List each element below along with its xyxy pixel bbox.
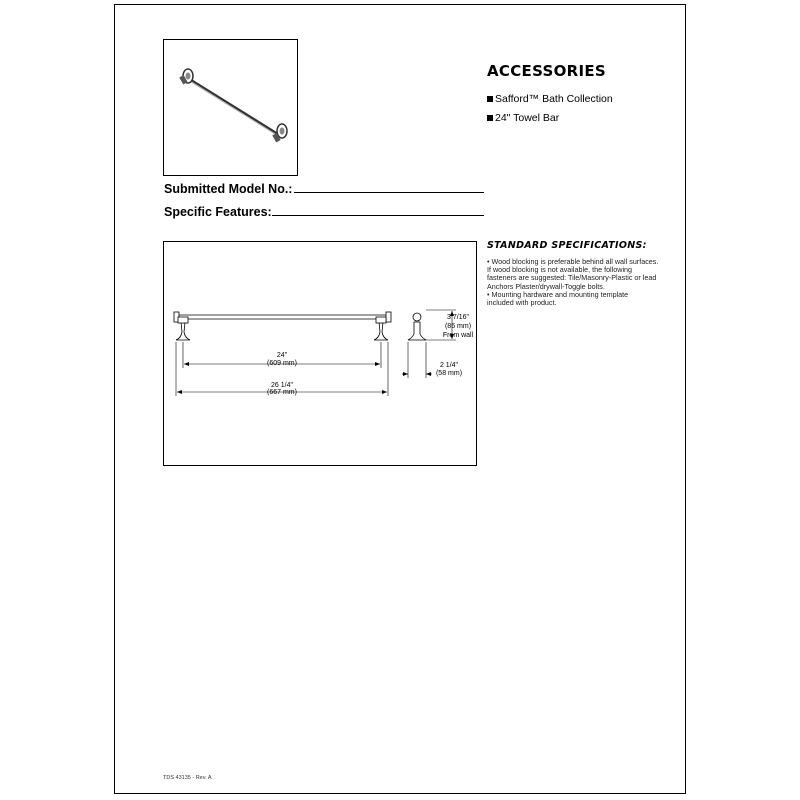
technical-drawing xyxy=(164,242,476,465)
model-number-field[interactable] xyxy=(294,192,484,193)
document-title: ACCESSORIES xyxy=(487,62,607,80)
specific-features-label: Specific Features: xyxy=(164,205,272,219)
dim-26-label: 26 1/4" xyxy=(271,382,293,389)
dim-24-label: 24" xyxy=(276,352,288,359)
specific-features-field[interactable] xyxy=(272,215,484,216)
bullet-square-icon xyxy=(487,115,493,121)
specs-line: included with product. xyxy=(487,298,557,308)
specs-line: • Mounting hardware and mounting template xyxy=(487,289,629,299)
dim-depth-label: 2 1/4" xyxy=(439,362,459,369)
specs-line: • Wood blocking is preferable behind all wall surfaces. xyxy=(487,257,659,266)
product-line xyxy=(487,112,559,124)
dim-24-mm-label: (609 mm) xyxy=(267,360,297,367)
dim-height-mm-label: (86 mm) xyxy=(444,323,472,330)
specs-heading: STANDARD SPECIFICATIONS: xyxy=(487,240,647,251)
technical-drawing-frame xyxy=(163,241,477,466)
specs-body xyxy=(487,258,683,307)
specs-line: If wood blocking is not available, the following xyxy=(487,265,633,275)
model-number-label: Submitted Model No.: xyxy=(164,182,293,196)
bullet-square-icon xyxy=(487,96,493,102)
dim-height-note: From wall xyxy=(442,332,474,339)
product-image-frame xyxy=(163,39,298,176)
dim-depth-mm-label: (58 mm) xyxy=(435,370,463,377)
towel-bar-image xyxy=(164,40,297,175)
collection-line xyxy=(487,93,613,105)
collection-name: Safford™ Bath Collection xyxy=(495,93,613,105)
dim-height-label: 3 7/16" xyxy=(447,314,469,321)
specs-line: fasteners are suggested: Tile/Masonry-Plastic or lead xyxy=(487,273,657,283)
specs-line: Anchors Plaster/drywall-Toggle bolts. xyxy=(487,281,605,291)
product-name: 24" Towel Bar xyxy=(495,112,560,124)
front-view xyxy=(174,312,391,340)
dim-26-mm-label: (667 mm) xyxy=(267,389,297,396)
document-id: TDS 43135 - Rev. A xyxy=(163,775,212,781)
side-view xyxy=(408,313,426,340)
